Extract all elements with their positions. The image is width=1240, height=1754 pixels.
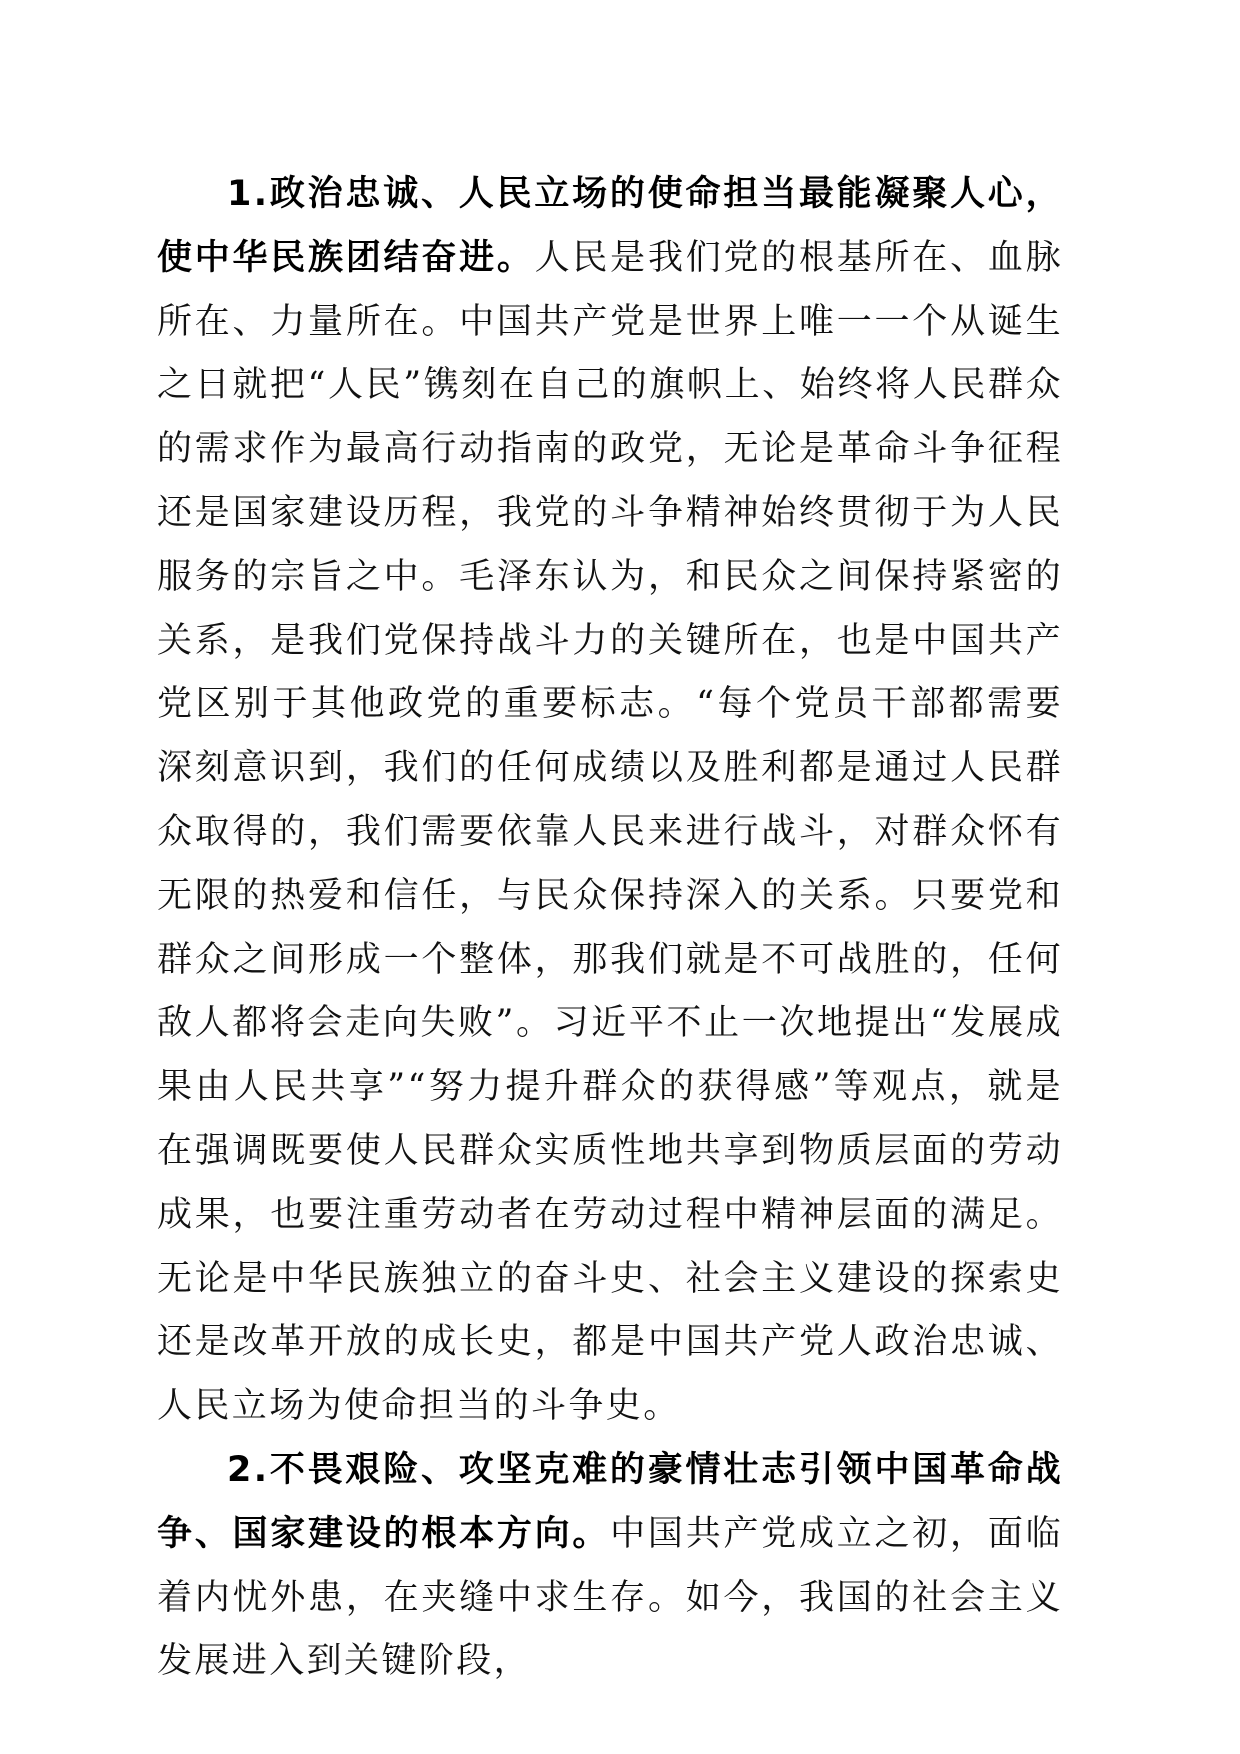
- paragraph-2-body: 中国共产党成立之初，面临着内忧外患，在夹缝中求生存。如今，我国的社会主义发展进入到关键阶段，: [157, 1513, 1063, 1682]
- paragraph-1-heading: 1.政治忠诚、人民立场的使命担当最能凝聚人心，使中华民族团结奋进。: [157, 174, 1063, 278]
- paragraph-1-body: 人民是我们党的根基所在、血脉所在、力量所在。中国共产党是世界上唯一一个从诞生之日就把“人民”镌刻在自己的旗帜上、始终将人民群众的需求作为最高行动指南的政党，无论是革命斗争征程还是国家建设历程，我党的斗争精神始终贯彻于为人民服务的宗旨之中。毛泽东认为，和民众之间保持紧密的关系，是我们党保持战斗力的关键所在，也是中国共产党区别于其他政党的重要标志。“每个党员干部都需要深刻意识到，我们的任何成绩以及胜利都是通过人民群众取得的，我们需要依靠人民来进行战斗，对群众怀有无限的热爱和信任，与民众保持深入的关系。只要党和群众之间形成一个整体，那我们就是不可战胜的，任何敌人都将会走向失败”。习近平不止一次地提出“发展成果由人民共享”“努力提升群众的获得感”等观点，就是在强调既要使人民群众实质性地共享到物质层面的劳动成果，也要注重劳动者在劳动过程中精神层面的满足。无论是中华民族独立的奋斗史、社会主义建设的探索史还是改革开放的成长史，都是中国共产党人政治忠诚、人民立场为使命担当的斗争史。: [157, 237, 1063, 1427]
- document-body: [157, 163, 1063, 1694]
- paragraph-2-heading: 2.不畏艰险、攻坚克难的豪情壮志引领中国革命战争、国家建设的根本方向。: [157, 1449, 1063, 1554]
- paragraph-2: [157, 1439, 1063, 1694]
- paragraph-1: [157, 163, 1063, 1439]
